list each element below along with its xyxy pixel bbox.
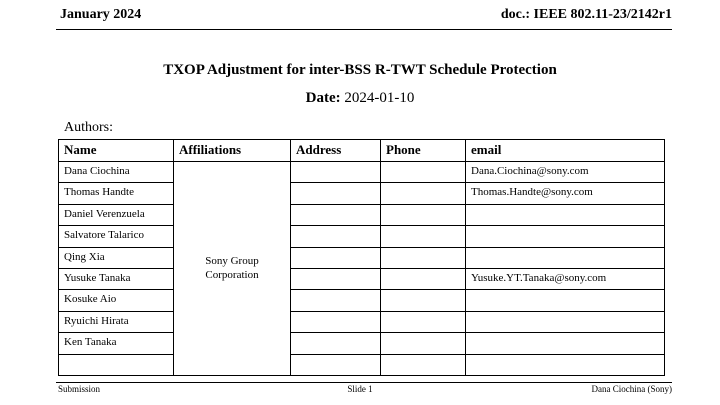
author-address xyxy=(291,354,381,375)
authors-label: Authors: xyxy=(64,120,113,135)
author-name: Thomas Handte xyxy=(59,183,174,204)
table-row xyxy=(59,333,665,354)
slide-title: TXOP Adjustment for inter-BSS R-TWT Schedule Protection xyxy=(163,62,557,78)
table-row xyxy=(59,247,665,268)
author-name: Yusuke Tanaka xyxy=(59,268,174,289)
table-row xyxy=(59,311,665,332)
author-email xyxy=(466,247,665,268)
table-row xyxy=(59,290,665,311)
col-header-address: Address xyxy=(291,140,381,162)
header-doc-id: doc.: IEEE 802.11-23/2142r1 xyxy=(500,7,672,22)
author-phone xyxy=(381,311,466,332)
col-header-affiliations: Affiliations xyxy=(174,140,291,162)
author-phone xyxy=(381,333,466,354)
table-row xyxy=(59,354,665,375)
author-name: Qing Xia xyxy=(59,247,174,268)
author-phone xyxy=(381,247,466,268)
footer-submission: Submission xyxy=(58,384,101,394)
author-email xyxy=(466,290,665,311)
author-address xyxy=(291,268,381,289)
author-phone xyxy=(381,354,466,375)
table-header-row xyxy=(59,140,665,162)
author-email xyxy=(466,354,665,375)
author-email: Thomas.Handte@sony.com xyxy=(466,183,665,204)
author-affiliation: Sony Group Corporation xyxy=(174,162,291,376)
slide-date xyxy=(0,90,720,107)
author-name: Daniel Verenzuela xyxy=(59,204,174,225)
author-name: Dana Ciochina xyxy=(59,162,174,183)
author-address xyxy=(291,183,381,204)
col-header-name: Name xyxy=(59,140,174,162)
author-name: Ryuichi Hirata xyxy=(59,311,174,332)
author-phone xyxy=(381,204,466,225)
author-phone xyxy=(381,290,466,311)
table-row xyxy=(59,226,665,247)
authors-table xyxy=(58,139,665,376)
table-row xyxy=(59,162,665,183)
table-row xyxy=(59,268,665,289)
author-email: Yusuke.YT.Tanaka@sony.com xyxy=(466,268,665,289)
author-address xyxy=(291,290,381,311)
author-address xyxy=(291,162,381,183)
author-address xyxy=(291,333,381,354)
footer-divider xyxy=(56,382,672,383)
author-phone xyxy=(381,268,466,289)
author-phone xyxy=(381,162,466,183)
author-phone xyxy=(381,226,466,247)
author-address xyxy=(291,311,381,332)
header-date: January 2024 xyxy=(60,7,142,22)
table-row xyxy=(59,183,665,204)
header-divider xyxy=(56,29,672,30)
author-address xyxy=(291,247,381,268)
author-name xyxy=(59,354,174,375)
author-name: Kosuke Aio xyxy=(59,290,174,311)
footer-author: Dana Ciochina (Sony) xyxy=(591,384,672,394)
author-email xyxy=(466,226,665,247)
author-phone xyxy=(381,183,466,204)
author-email xyxy=(466,311,665,332)
date-value: 2024-01-10 xyxy=(344,90,415,106)
author-email: Dana.Ciochina@sony.com xyxy=(466,162,665,183)
footer-slide-number: Slide 1 xyxy=(347,384,373,394)
author-name: Ken Tanaka xyxy=(59,333,174,354)
author-address xyxy=(291,226,381,247)
author-email xyxy=(466,204,665,225)
author-name: Salvatore Talarico xyxy=(59,226,174,247)
author-email xyxy=(466,333,665,354)
author-address xyxy=(291,204,381,225)
table-row xyxy=(59,204,665,225)
col-header-email: email xyxy=(466,140,665,162)
col-header-phone: Phone xyxy=(381,140,466,162)
date-label: Date: xyxy=(305,90,341,106)
